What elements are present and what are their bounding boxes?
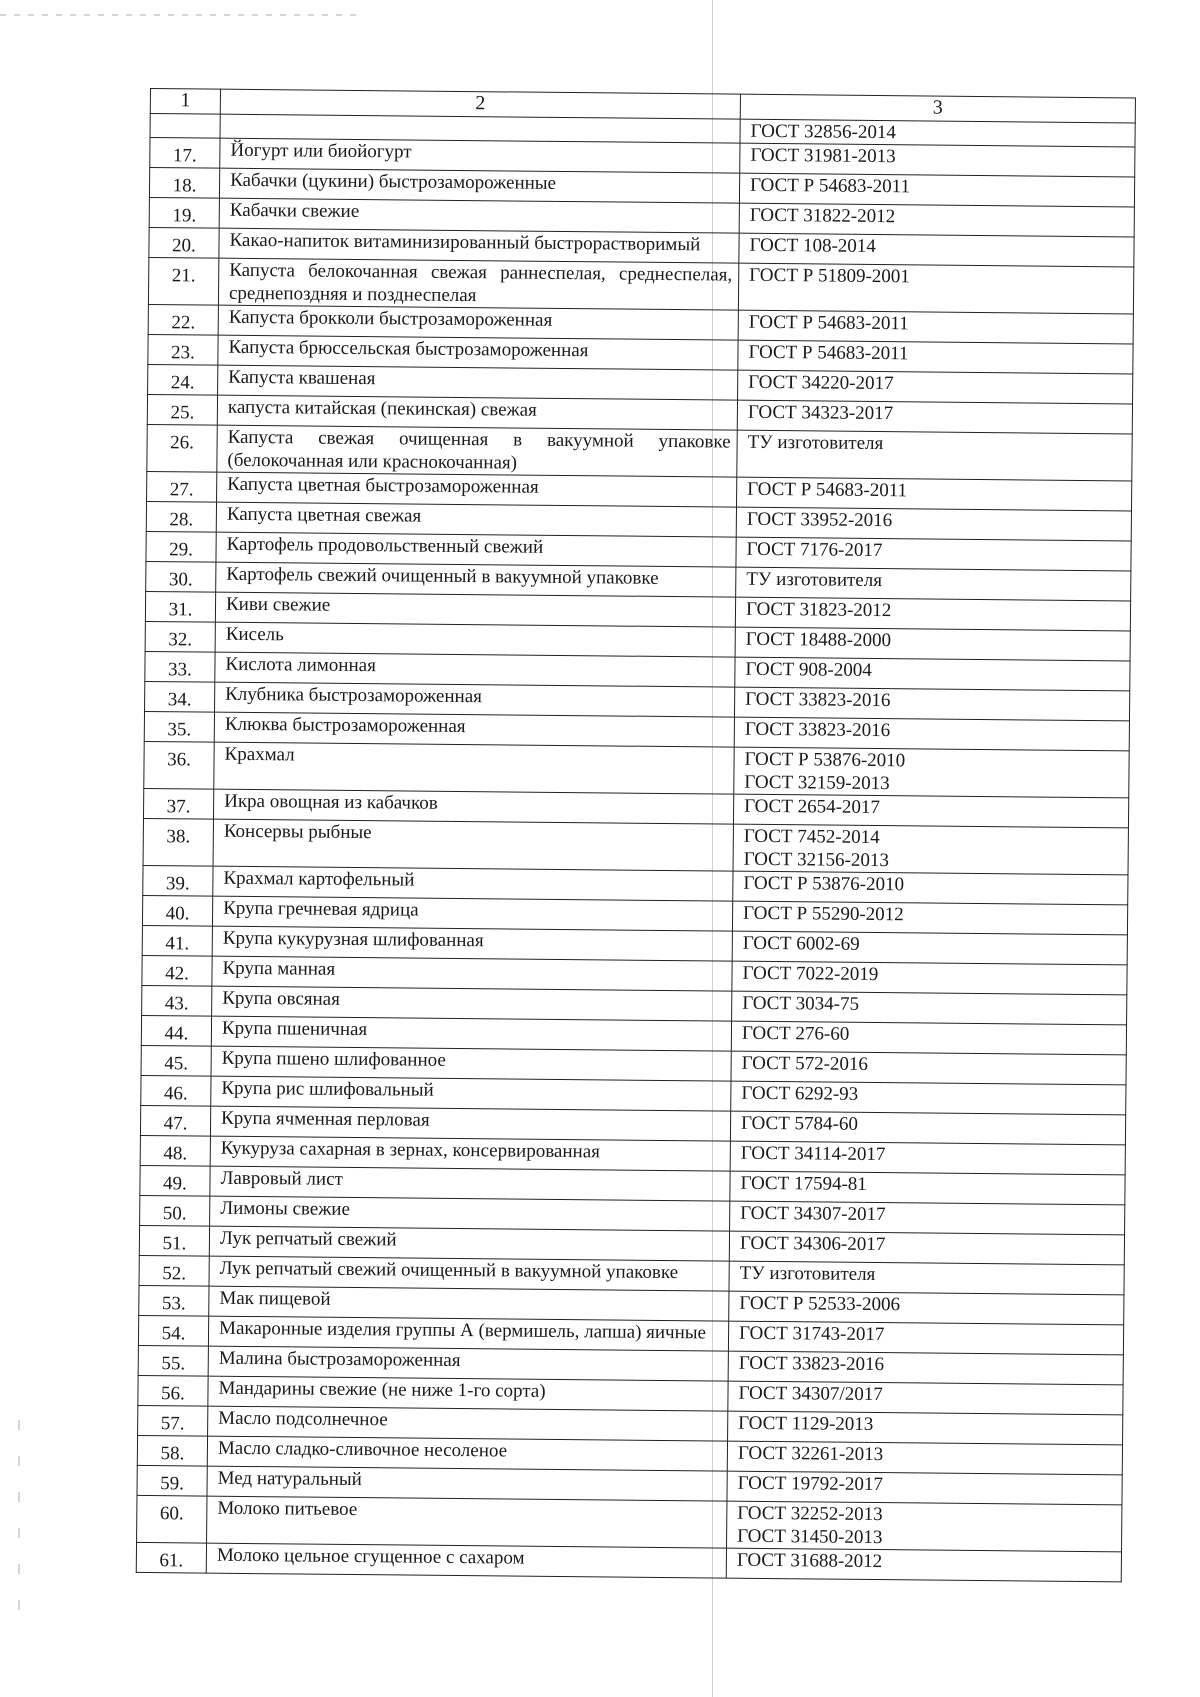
product-name: Какао-напиток витаминизированный быстрорастворимый: [219, 228, 739, 263]
row-number: 32.: [145, 621, 215, 652]
standard-cell: [730, 1111, 1125, 1145]
standard-reference: ГОСТ 3034-75: [742, 992, 860, 1015]
standard-cell: [730, 1201, 1125, 1235]
header-col-3: 3: [740, 94, 1135, 123]
standard-cell: [736, 507, 1131, 541]
product-name: Крупа рис шлифовальный: [211, 1076, 731, 1111]
standard-cell: [728, 1411, 1123, 1445]
row-number: 47.: [140, 1105, 210, 1136]
standard-cell: [740, 143, 1135, 177]
row-number: 26.: [147, 424, 217, 472]
standard-reference: ГОСТ 34323-2017: [747, 401, 894, 425]
row-number: 45.: [141, 1045, 211, 1076]
row-number: 29.: [146, 531, 216, 562]
product-name: Клюква быстрозамороженная: [214, 712, 734, 747]
row-number: 50.: [140, 1195, 210, 1226]
standard-cell: [734, 687, 1129, 721]
product-name: Крупа пшеничная: [211, 1016, 731, 1051]
row-number: 48.: [140, 1135, 210, 1166]
row-number: 55.: [138, 1345, 208, 1376]
standard-cell: [736, 567, 1131, 601]
product-name: Капуста цветная быстрозамороженная: [217, 472, 737, 507]
product-name: Мед натуральный: [207, 1466, 727, 1501]
row-number: 34.: [145, 681, 215, 712]
standard-reference: ГОСТ 6292-93: [741, 1082, 859, 1105]
row-number: 61.: [136, 1542, 206, 1573]
standard-cell: [735, 597, 1130, 631]
standard-reference: ГОСТ 1129-2013: [738, 1412, 874, 1436]
standard-reference: ГОСТ 108-2014: [749, 234, 876, 257]
row-number: 56.: [138, 1375, 208, 1406]
standard-cell: [735, 627, 1130, 661]
gost-standards-table: [136, 88, 1136, 1582]
row-number: 43.: [142, 985, 212, 1016]
row-number: 40.: [142, 895, 212, 926]
standard-reference: ГОСТ 33823-2016: [744, 718, 891, 742]
standard-cell: [737, 400, 1132, 434]
standard-cell: [738, 340, 1133, 374]
standard-cell: [734, 747, 1129, 798]
product-name: Крахмал: [214, 742, 734, 794]
row-number: 36.: [144, 741, 214, 789]
row-number: 37.: [143, 788, 213, 819]
standard-cell: [737, 477, 1132, 511]
standard-reference: ТУ изготовителя: [746, 568, 883, 592]
product-name: Крупа гречневая ядрица: [212, 896, 732, 931]
standard-cell: [732, 991, 1127, 1025]
standard-cell: [730, 1171, 1125, 1205]
standard-reference: ГОСТ 32252-2013: [737, 1502, 883, 1526]
standard-reference: ГОСТ 7452-2014: [743, 825, 880, 849]
standard-cell: [729, 1231, 1124, 1265]
standard-reference: ГОСТ Р 55290-2012: [743, 902, 904, 926]
standard-reference: ГОСТ 31822-2012: [749, 204, 896, 228]
standard-reference: ГОСТ 32856-2014: [750, 120, 897, 144]
standard-reference: ГОСТ 34307-2017: [740, 1202, 886, 1226]
document-sheet: [136, 88, 1135, 1582]
standard-reference: ГОСТ 34114-2017: [740, 1142, 886, 1166]
standard-reference: ТУ изготовителя: [747, 431, 884, 455]
standard-reference: ГОСТ Р 53876-2010: [744, 748, 906, 772]
standard-cell: [734, 717, 1129, 751]
standard-cell: [738, 310, 1133, 344]
standard-reference: ГОСТ 32156-2013: [743, 848, 890, 872]
product-name: Капуста брюссельская быстрозамороженная: [218, 335, 738, 370]
standard-cell: [739, 173, 1134, 207]
standard-reference: ГОСТ 33823-2016: [745, 688, 891, 712]
standard-reference: ГОСТ 17594-81: [740, 1172, 867, 1195]
standard-cell: [738, 370, 1133, 404]
product-name: Кисель: [215, 622, 735, 657]
standard-reference: ГОСТ 32159-2013: [744, 771, 890, 795]
product-name: Лимоны свежие: [210, 1196, 730, 1231]
row-number: 46.: [141, 1075, 211, 1106]
standard-reference: ГОСТ 31823-2012: [745, 598, 892, 622]
product-name: Кабачки (цукини) быстрозамороженные: [219, 168, 739, 203]
product-name: Крахмал картофельный: [213, 866, 733, 901]
standard-cell: [732, 931, 1127, 965]
standard-reference: ГОСТ 18488-2000: [745, 628, 892, 652]
standard-reference: ГОСТ Р 52533-2006: [739, 1292, 901, 1316]
standard-cell: [731, 1081, 1126, 1115]
product-name: Капуста белокочанная свежая раннеспелая, среднеспелая, среднепоздняя и позднеспелая: [218, 258, 738, 310]
row-number: 27.: [147, 471, 217, 502]
row-number: 22.: [148, 304, 218, 335]
row-number: 41.: [142, 925, 212, 956]
product-name: Молоко цельное сгущенное с сахаром: [206, 1543, 726, 1578]
standard-reference: ГОСТ 34306-2017: [739, 1232, 886, 1256]
product-name: Лавровый лист: [210, 1166, 730, 1201]
row-number: 30.: [146, 561, 216, 592]
product-name: Молоко питьевое: [207, 1496, 727, 1548]
row-number: 28.: [146, 501, 216, 532]
product-name: Консервы рыбные: [213, 819, 733, 871]
standard-reference: ГОСТ 5784-60: [740, 1112, 859, 1135]
row-number: 60.: [137, 1495, 207, 1543]
product-name: Капуста квашеная: [218, 365, 738, 400]
row-number: 58.: [137, 1435, 207, 1466]
row-number: 33.: [145, 651, 215, 682]
standard-reference: ГОСТ Р 51809-2001: [749, 264, 910, 288]
row-number: 25.: [147, 394, 217, 425]
standard-reference: ГОСТ 7022-2019: [742, 962, 879, 986]
standard-reference: ГОСТ 6002-69: [742, 932, 860, 955]
product-name: Киви свежие: [215, 592, 735, 627]
product-name: Крупа кукурузная шлифованная: [212, 926, 732, 961]
product-name: Кукуруза сахарная в зернах, консервированная: [210, 1136, 730, 1171]
row-number: 24.: [148, 364, 218, 395]
product-name: Кабачки свежие: [219, 198, 739, 233]
row-number: 21.: [148, 257, 218, 305]
standard-cell: [732, 961, 1127, 995]
product-name: Масло сладко-сливочное несоленое: [207, 1436, 727, 1471]
standard-cell: [735, 657, 1130, 691]
product-name: Капуста брокколи быстрозамороженная: [218, 305, 738, 340]
header-col-2: 2: [220, 89, 740, 119]
standard-cell: [727, 1441, 1122, 1475]
standard-reference: ГОСТ 31688-2012: [736, 1549, 883, 1573]
row-number: 23.: [148, 334, 218, 365]
standard-cell: [737, 430, 1132, 481]
standard-reference: ТУ изготовителя: [739, 1262, 876, 1286]
row-number: 54.: [138, 1315, 208, 1346]
product-name: капуста китайская (пекинская) свежая: [217, 395, 737, 430]
standard-cell: [730, 1141, 1125, 1175]
standard-reference: ГОСТ 908-2004: [745, 658, 872, 681]
row-number: 19.: [149, 197, 219, 228]
standard-cell: [736, 537, 1131, 571]
row-number: 51.: [139, 1225, 209, 1256]
scan-edge-marks: [18, 1420, 20, 1620]
product-name: Крупа пшено шлифованное: [211, 1046, 731, 1081]
standard-cell: [726, 1548, 1121, 1582]
standard-reference: ГОСТ Р 54683-2011: [747, 478, 908, 502]
product-name: Лук репчатый свежий очищенный в вакуумной упаковке: [209, 1256, 729, 1291]
product-name: Капуста свежая очищенная в вакуумной упаковке (белокочанная или краснокочанная): [217, 425, 737, 477]
standard-cell: [733, 794, 1128, 828]
standard-cell: [728, 1381, 1123, 1415]
standard-cell: [740, 119, 1135, 147]
standard-reference: ГОСТ 32261-2013: [737, 1442, 884, 1466]
product-name: Клубника быстрозамороженная: [215, 682, 735, 717]
standard-reference: ГОСТ 33823-2016: [738, 1352, 885, 1376]
standard-cell: [728, 1321, 1123, 1355]
standard-cell: [733, 824, 1128, 875]
standard-cell: [727, 1471, 1122, 1505]
product-name: Капуста цветная свежая: [216, 502, 736, 537]
standard-cell: [729, 1261, 1124, 1295]
header-col-1: 1: [150, 89, 220, 115]
standard-reference: ГОСТ Р 53876-2010: [743, 872, 905, 896]
product-name: Крупа манная: [212, 956, 732, 991]
standard-reference: ГОСТ Р 54683-2011: [749, 174, 911, 198]
row-number: 18.: [149, 168, 219, 199]
row-number: 42.: [142, 955, 212, 986]
row-number: 52.: [139, 1255, 209, 1286]
standard-cell: [739, 233, 1134, 267]
standard-cell: [727, 1501, 1122, 1552]
standard-reference: ГОСТ 31981-2013: [750, 144, 896, 168]
row-number: 35.: [144, 711, 214, 742]
standard-reference: ГОСТ 7176-2017: [746, 538, 883, 562]
row-number: 17.: [150, 138, 220, 169]
standard-reference: ГОСТ 33952-2016: [746, 508, 893, 532]
standard-cell: [731, 1051, 1126, 1085]
product-name: Мак пищевой: [209, 1286, 729, 1321]
row-number: 38.: [143, 818, 213, 866]
standard-reference: ГОСТ 34220-2017: [748, 371, 894, 395]
standard-cell: [728, 1351, 1123, 1385]
product-name: Макаронные изделия группы А (вермишель, лапша) яичные: [208, 1316, 728, 1351]
standard-cell: [738, 263, 1133, 314]
product-name: Масло подсолнечное: [208, 1406, 728, 1441]
product-name: Лук репчатый свежий: [209, 1226, 729, 1261]
standard-reference: ГОСТ 31743-2017: [738, 1322, 885, 1346]
standard-reference: ГОСТ Р 54683-2011: [748, 311, 909, 335]
row-number: 31.: [145, 591, 215, 622]
row-number: 53.: [139, 1285, 209, 1316]
standard-cell: [733, 871, 1128, 905]
product-name: Мандарины свежие (не ниже 1-го сорта): [208, 1376, 728, 1411]
standard-cell: [739, 203, 1134, 237]
row-number: 39.: [143, 865, 213, 896]
product-name: Крупа овсяная: [212, 986, 732, 1021]
row-number: [150, 114, 220, 139]
row-number: 49.: [140, 1165, 210, 1196]
standard-reference: ГОСТ Р 54683-2011: [748, 341, 909, 365]
standard-reference: ГОСТ 276-60: [741, 1022, 850, 1045]
standard-reference: ГОСТ 34307/2017: [738, 1382, 883, 1406]
standard-reference: ГОСТ 2654-2017: [744, 795, 881, 819]
product-name: Икра овощная из кабачков: [213, 789, 733, 824]
product-name: Малина быстрозамороженная: [208, 1346, 728, 1381]
product-name: Картофель свежий очищенный в вакуумной упаковке: [216, 562, 736, 597]
standard-cell: [732, 901, 1127, 935]
standard-reference: ГОСТ 31450-2013: [737, 1525, 883, 1549]
row-number: 44.: [141, 1015, 211, 1046]
standard-cell: [729, 1291, 1124, 1325]
product-name: Кислота лимонная: [215, 652, 735, 687]
standard-cell: [731, 1021, 1126, 1055]
row-number: 20.: [149, 227, 219, 258]
product-name: Картофель продовольственный свежий: [216, 532, 736, 567]
scan-artifact: [0, 14, 360, 16]
product-name: Крупа ячменная перловая: [210, 1106, 730, 1141]
product-name: Йогурт или биойогурт: [220, 138, 740, 173]
row-number: 57.: [138, 1405, 208, 1436]
standard-reference: ГОСТ 19792-2017: [737, 1472, 884, 1496]
standard-reference: ГОСТ 572-2016: [741, 1052, 869, 1075]
row-number: 59.: [137, 1465, 207, 1496]
